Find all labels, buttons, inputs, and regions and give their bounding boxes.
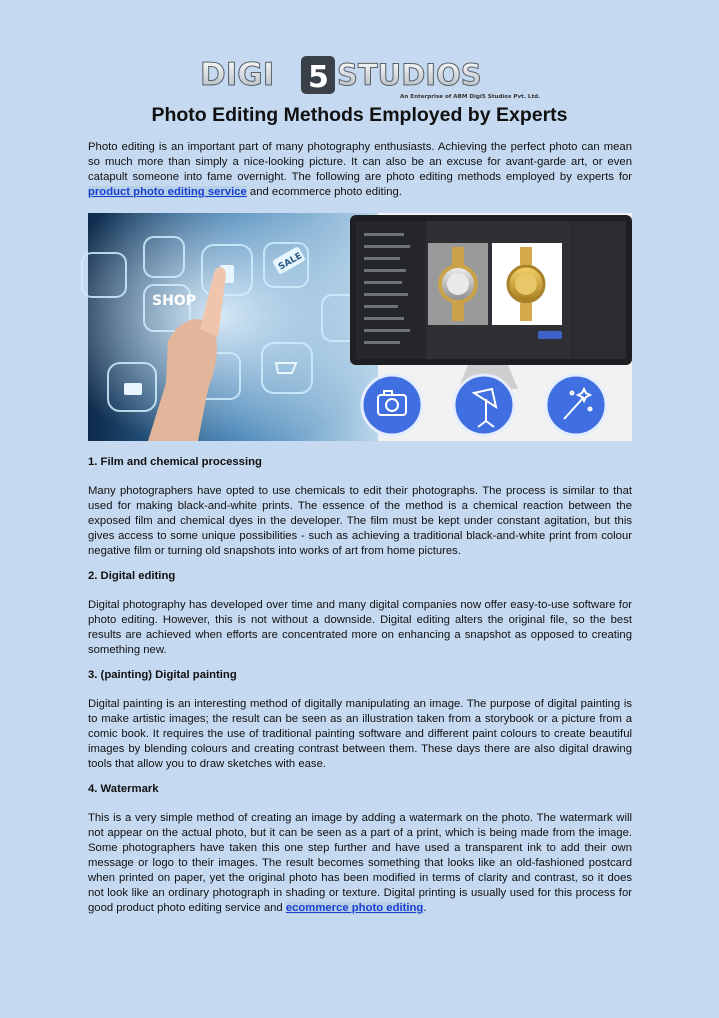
section-4	[88, 782, 632, 916]
section-3	[88, 668, 632, 772]
hero-image	[88, 213, 632, 441]
section-body: Digital photography has developed over time and many digital companies now offer easy-to-use software for photo editing. However, this is not without a downside. Digital editing alters the original file, so the best results are achieved when efforts are concentrated more on enhancing a snapshot as opposed to creating something new.	[88, 599, 632, 656]
svg-text:5: 5	[308, 60, 329, 95]
svg-text:STUDIOS: STUDIOS	[337, 58, 482, 92]
section-1	[88, 455, 632, 559]
section-body: Digital painting is an interesting method of digitally manipulating an image. The purpose of digital painting is to make artistic images; the result can be seen as an illustration taken from a storybook or a picture from a comic book. It requires the use of traditional painting software and different paint colours to create beautiful images by blending colours and creating contrast between them. These days there are also digital drawing tools that allow you to draw sketches with ease.	[88, 698, 632, 770]
intro-paragraph: Photo editing is an important part of many photography enthusiasts. Achieving the perfect photo can mean so much more than simply a nice-looking picture. It can also be an excuse for avant-garde art, or even catapult someone into fame overnight. The following are photo editing methods employed by experts for product photo editing service and ecommerce photo editing.	[88, 141, 632, 198]
digi5-studios-logo	[200, 54, 541, 100]
svg-text:DIGI: DIGI	[200, 57, 275, 93]
svg-text:SALE: SALE	[276, 251, 304, 273]
brand-logo	[200, 54, 541, 100]
ecommerce-photo-editing-link[interactable]: ecommerce photo editing	[285, 902, 424, 914]
section-heading: 3. (painting) Digital painting	[88, 669, 237, 681]
section-2	[88, 569, 632, 658]
section-body: Many photographers have opted to use chemicals to edit their photographs. The process is similar to that used for making black-and-white prints. The essence of the method is a chemical reaction between the exposed film and chemical dyes in the developer. The film must be kept under constant agitation, but this gives access to some unique possibilities - such as achieving a traditional black-and-white print from colour negative film or turning old snapshots into works of art from home pictures.	[88, 485, 632, 557]
svg-text:SHOP: SHOP	[152, 293, 196, 309]
page-title: Photo Editing Methods Employed by Experts	[151, 104, 568, 126]
article-body	[88, 140, 632, 916]
section-heading: 2. Digital editing	[88, 570, 176, 582]
product-photo-editing-link[interactable]: product photo editing service	[88, 186, 247, 198]
section-heading: 1. Film and chemical processing	[88, 456, 262, 468]
svg-text:An Enterprise of ABM Digi5 Stu: An Enterprise of ABM Digi5 Studios Pvt. Ltd.	[400, 94, 541, 100]
section-heading: 4. Watermark	[88, 783, 159, 795]
section-body: This is a very simple method of creating an image by adding a watermark on the photo. The watermark will not appear on the actual photo, but it can be seen as a part of a print, which is being made from the image. Some photographers have taken this one step further and have used a transparent ink to add their own message or logo to their images. The result becomes something that looks like an old-fashioned postcard when printed on paper, yet the original photo has been modified in terms of clarity and contrast, so it does not look like an ordinary photograph in shading or texture. Digital printing is usually used for this process for good product photo editing service and ecommerce photo editing.	[88, 812, 632, 914]
